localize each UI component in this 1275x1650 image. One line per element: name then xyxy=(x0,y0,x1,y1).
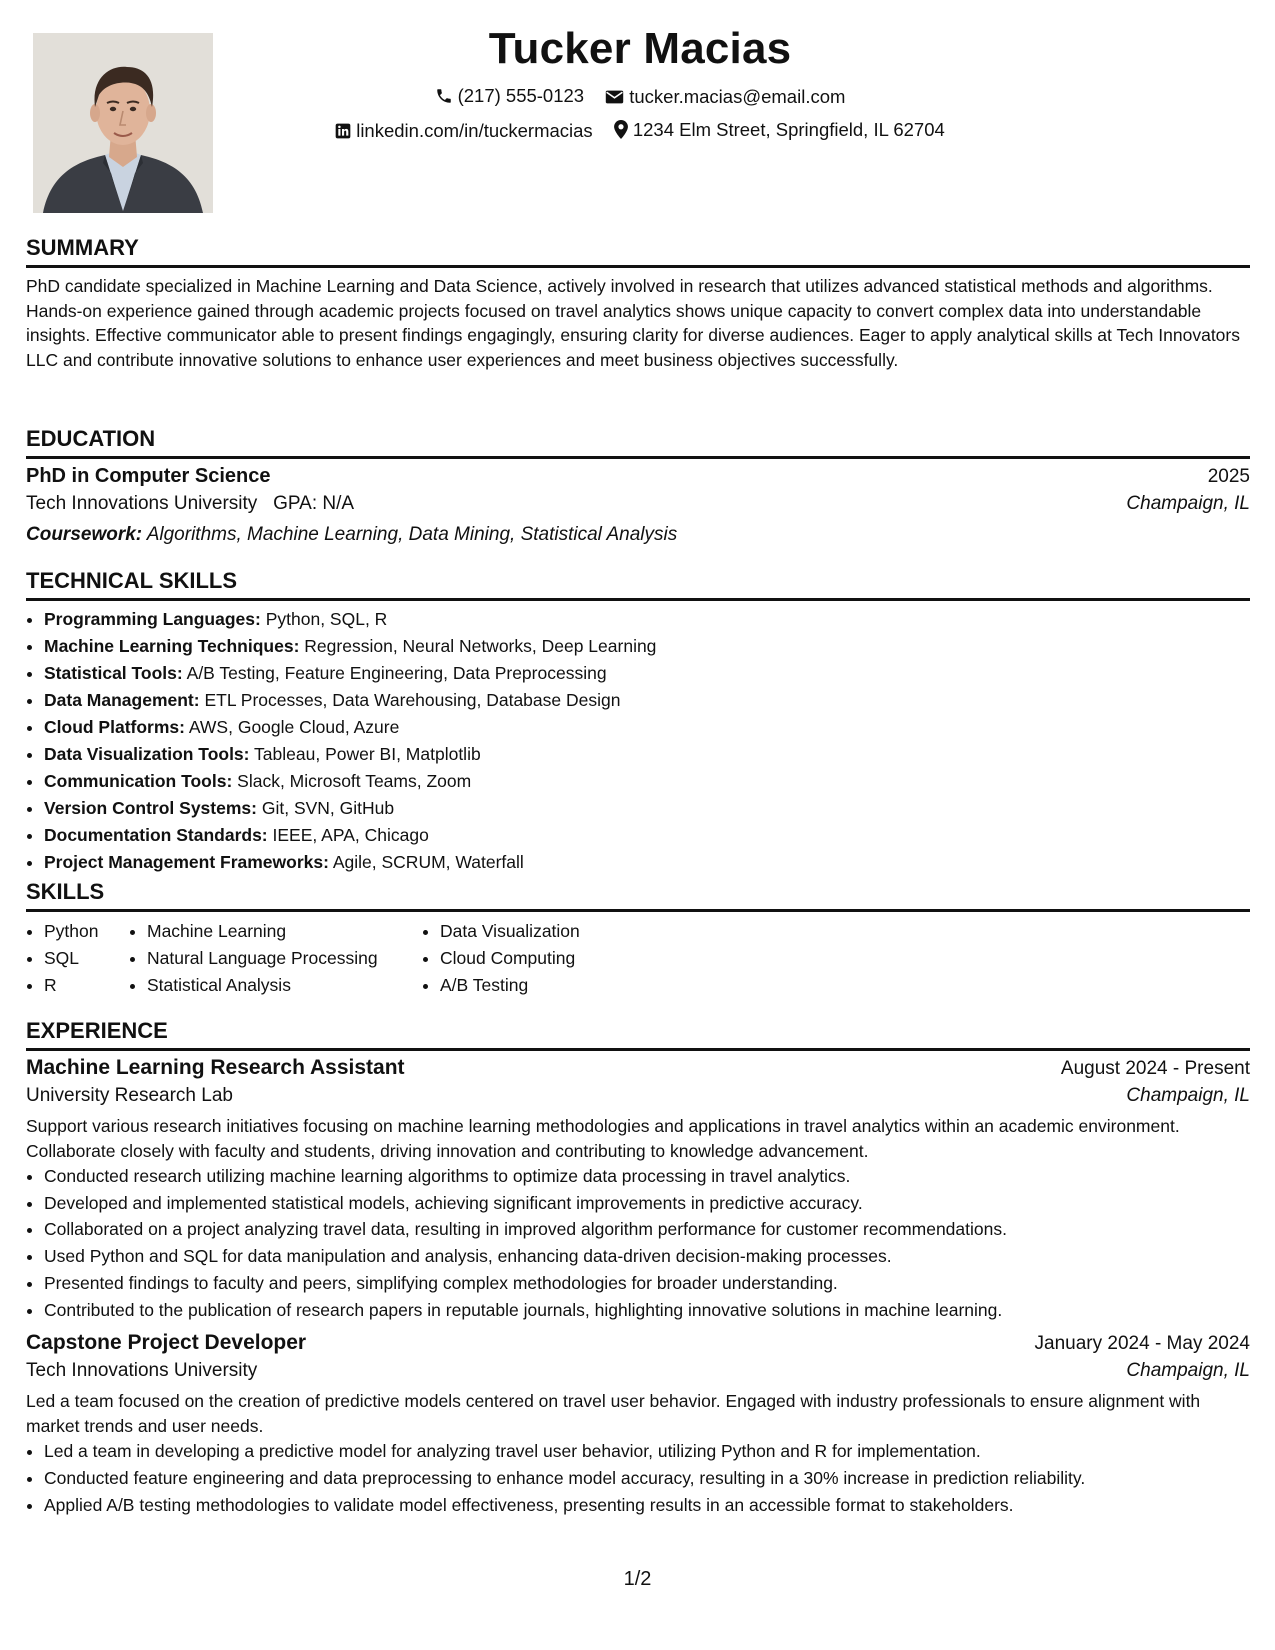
contact-row-1 xyxy=(230,80,1050,114)
technical-skills-list xyxy=(26,606,1250,876)
skills-section xyxy=(26,877,1250,999)
list-item: • Machine Learning xyxy=(147,918,422,945)
linkedin-icon xyxy=(335,123,351,139)
list-item: • Led a team in developing a predictive model for analyzing travel user behavior, utilizing Python and R for implementation. xyxy=(44,1438,1250,1465)
list-item: • Natural Language Processing xyxy=(147,945,422,972)
education-title-row xyxy=(26,465,1250,488)
list-item: • A/B Testing xyxy=(440,972,740,999)
job-organization: Tech Innovations University xyxy=(26,1360,258,1382)
summary-heading: SUMMARY xyxy=(26,233,1250,268)
linkedin-contact[interactable] xyxy=(335,115,592,146)
list-item xyxy=(44,768,1250,795)
skill-value: Tableau, Power BI, Matplotlib xyxy=(254,744,481,764)
skill-value: AWS, Google Cloud, Azure xyxy=(188,717,400,737)
job-bullets xyxy=(26,1438,1250,1518)
envelope-icon xyxy=(605,89,624,105)
list-item: • Used Python and SQL for data manipulation and analysis, enhancing data-driven decision-making processes. xyxy=(44,1243,1250,1270)
job-dates: January 2024 - May 2024 xyxy=(1034,1333,1250,1355)
skills-column-1 xyxy=(26,918,129,999)
job-entry xyxy=(26,1056,1250,1323)
contact-row-2 xyxy=(230,114,1050,148)
skill-value: Regression, Neural Networks, Deep Learning xyxy=(304,636,657,656)
skill-value: ETL Processes, Data Warehousing, Database Design xyxy=(204,690,621,710)
list-item: • Contributed to the publication of research papers in reputable journals, highlighting innovative solutions in machine learning. xyxy=(44,1297,1250,1324)
job-description: Led a team focused on the creation of predictive models centered on travel user behavior. Engaged with industry professionals to ensure alignment with market trends and user needs. xyxy=(26,1391,1201,1436)
list-item: • Collaborated on a project analyzing travel data, resulting in improved algorithm performance for customer recommendations. xyxy=(44,1216,1250,1243)
skill-value: IEEE, APA, Chicago xyxy=(272,825,429,845)
coursework-list: Algorithms, Machine Learning, Data Mining, Statistical Analysis xyxy=(146,524,678,545)
summary-text: PhD candidate specialized in Machine Learning and Data Science, actively involved in research that utilizes advanced statistical methods and algorithms. Hands-on experience gained through academic projects focused on travel analytics shows unique capacity to convert complex data into understandable insights. Effective communicator able to present findings engagingly, ensuring clarity for diverse audiences. Eager to apply analytical skills at Tech Innovators LLC and contribute innovative solutions to enhance user experiences and meet business objectives successfully. xyxy=(26,276,1240,370)
job-bullets xyxy=(26,1163,1250,1323)
skill-label: Project Management Frameworks: xyxy=(44,852,329,872)
job-entry xyxy=(26,1331,1250,1518)
list-item: • R xyxy=(44,972,129,999)
skills-column-2 xyxy=(129,918,422,999)
skills-heading: SKILLS xyxy=(26,877,1250,912)
page-number: 1/2 xyxy=(623,1568,652,1590)
job-org-row xyxy=(26,1080,1250,1111)
skill-label: Version Control Systems: xyxy=(44,798,257,818)
skill-value: Slack, Microsoft Teams, Zoom xyxy=(237,771,472,791)
skills-grid xyxy=(26,918,1250,999)
degree-title: PhD in Computer Science xyxy=(26,465,271,487)
job-description: Support various research initiatives focusing on machine learning methodologies and applications in travel analytics within an academic environment. Collaborate closely with faculty and students, driving innovation and contributing to knowledge advancement. xyxy=(26,1116,1180,1161)
education-school-row xyxy=(26,488,1250,519)
skill-label: Machine Learning Techniques: xyxy=(44,636,300,656)
skill-label: Communication Tools: xyxy=(44,771,233,791)
list-item: • SQL xyxy=(44,945,129,972)
list-item: • Presented findings to faculty and peers, simplifying complex methodologies for broader understanding. xyxy=(44,1270,1250,1297)
skills-column-3 xyxy=(422,918,740,999)
technical-skills-section xyxy=(26,566,1250,876)
list-item: • Developed and implemented statistical models, achieving significant improvements in predictive accuracy. xyxy=(44,1190,1250,1217)
phone-contact[interactable] xyxy=(435,80,585,111)
linkedin-text: linkedin.com/in/tuckermacias xyxy=(356,120,593,141)
candidate-name: Tucker Macias xyxy=(488,24,792,73)
school-info xyxy=(26,488,354,519)
list-item xyxy=(44,633,1250,660)
resume-header xyxy=(230,18,1050,148)
address-text: 1234 Elm Street, Springfield, IL 62704 xyxy=(632,118,945,140)
list-item xyxy=(44,849,1250,876)
education-section xyxy=(26,424,1250,550)
portrait-image xyxy=(33,33,213,213)
list-item: • Conducted research utilizing machine learning algorithms to optimize data processing in travel analytics. xyxy=(44,1163,1250,1190)
list-item xyxy=(44,606,1250,633)
list-item xyxy=(44,795,1250,822)
list-item xyxy=(44,741,1250,768)
skill-value: Python, SQL, R xyxy=(265,609,388,629)
skill-label: Statistical Tools: xyxy=(44,663,183,683)
coursework-row xyxy=(26,519,1250,550)
technical-skills-heading: TECHNICAL SKILLS xyxy=(26,566,1250,601)
summary-section xyxy=(26,233,1250,372)
job-org-row xyxy=(26,1355,1250,1386)
map-pin-icon xyxy=(614,120,628,139)
address-contact xyxy=(614,114,945,145)
job-title-row xyxy=(26,1331,1250,1355)
profile-photo xyxy=(33,33,213,213)
job-location: Champaign, IL xyxy=(1126,1360,1250,1382)
job-role: Machine Learning Research Assistant xyxy=(26,1056,405,1079)
experience-section xyxy=(26,1016,1250,1518)
skill-value: Agile, SCRUM, Waterfall xyxy=(332,852,524,872)
email-contact[interactable] xyxy=(605,81,845,112)
list-item: • Conducted feature engineering and data preprocessing to enhance model accuracy, resulting in a 30% increase in prediction reliability. xyxy=(44,1465,1250,1492)
list-item xyxy=(44,714,1250,741)
email-text: tucker.macias@email.com xyxy=(629,86,846,107)
job-role: Capstone Project Developer xyxy=(26,1331,307,1355)
job-title-row xyxy=(26,1056,1250,1080)
school-name: Tech Innovations University xyxy=(26,493,258,514)
job-location: Champaign, IL xyxy=(1126,1085,1250,1106)
phone-icon xyxy=(435,87,453,105)
list-item xyxy=(44,822,1250,849)
experience-heading: EXPERIENCE xyxy=(26,1016,1250,1051)
list-item: • Statistical Analysis xyxy=(147,972,422,999)
list-item: • Python xyxy=(44,918,129,945)
list-item: • Data Visualization xyxy=(440,918,740,945)
skill-label: Data Visualization Tools: xyxy=(44,744,250,764)
job-dates: August 2024 - Present xyxy=(1060,1058,1250,1079)
coursework-label: Coursework: xyxy=(26,524,143,545)
skill-value: A/B Testing, Feature Engineering, Data Preprocessing xyxy=(186,663,607,683)
skill-label: Documentation Standards: xyxy=(44,825,268,845)
graduation-year: 2025 xyxy=(1207,466,1250,487)
list-item xyxy=(44,660,1250,687)
gpa-text: GPA: N/A xyxy=(273,493,355,514)
list-item xyxy=(44,687,1250,714)
list-item: • Cloud Computing xyxy=(440,945,740,972)
skill-label: Cloud Platforms: xyxy=(44,717,185,737)
skill-label: Programming Languages: xyxy=(44,609,261,629)
skill-value: Git, SVN, GitHub xyxy=(261,798,395,818)
skill-label: Data Management: xyxy=(44,690,200,710)
education-heading: EDUCATION xyxy=(26,424,1250,459)
school-location: Champaign, IL xyxy=(1126,493,1250,514)
list-item: • Applied A/B testing methodologies to validate model effectiveness, presenting results in an accessible format to stakeholders. xyxy=(44,1492,1250,1519)
phone-text: (217) 555-0123 xyxy=(457,85,585,106)
job-organization: University Research Lab xyxy=(26,1085,233,1106)
